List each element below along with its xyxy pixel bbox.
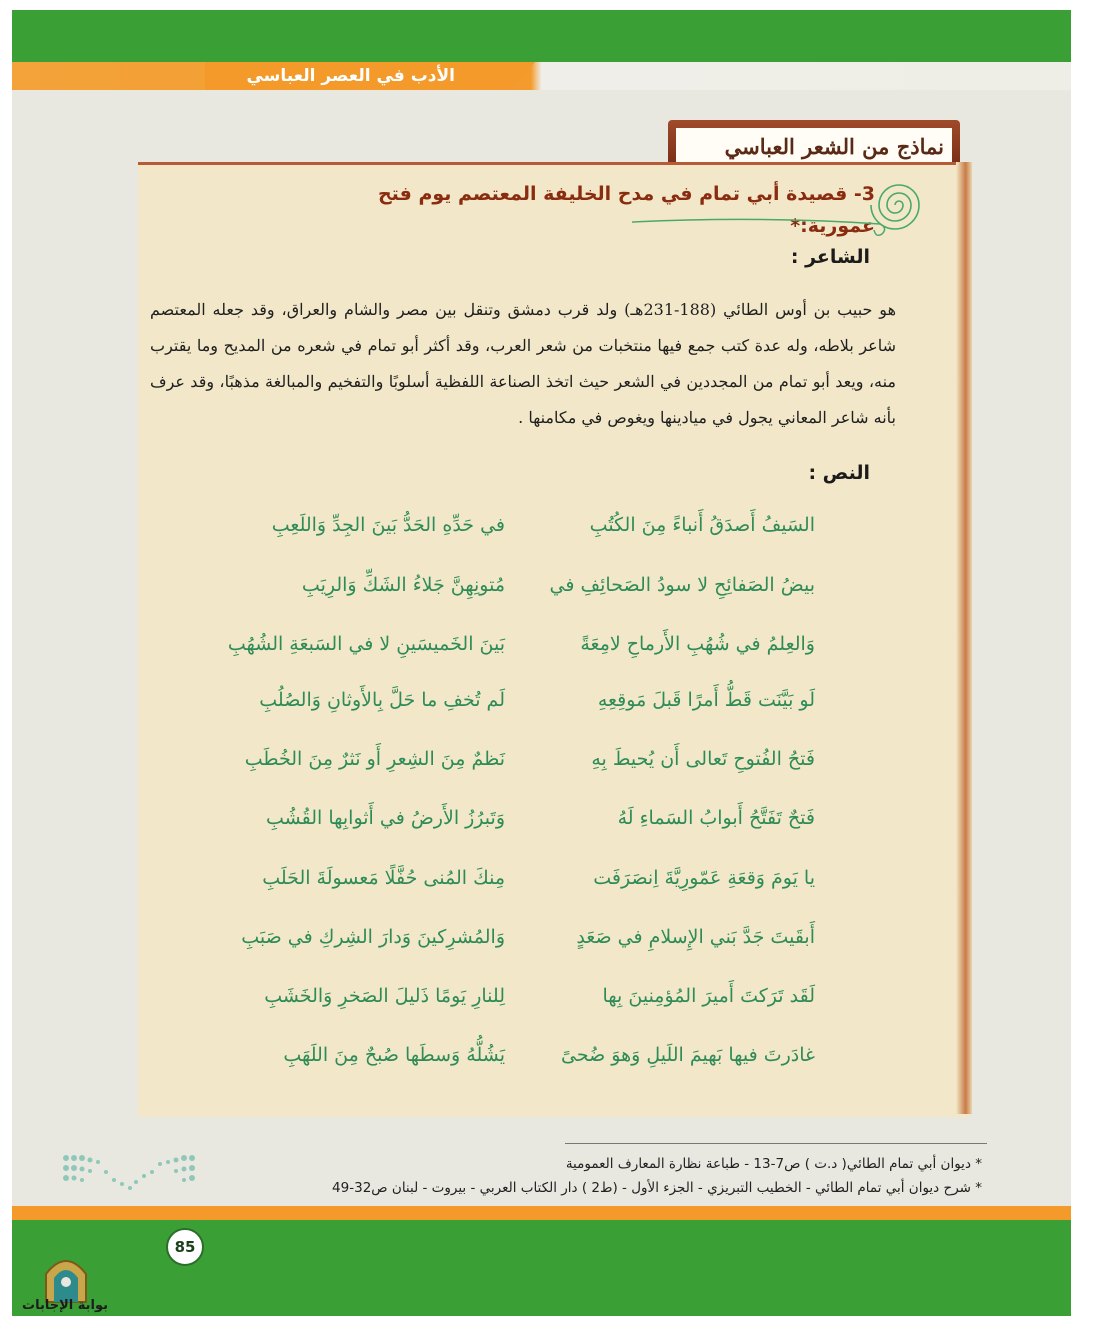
verse-second-half: في حَدِّهِ الحَدُّ بَينَ الجِدِّ وَاللَعِبِ bbox=[271, 514, 505, 536]
verse-first-half: أَبقَيتَ جَدَّ بَني الإِسلامِ في صَعَدٍ bbox=[576, 926, 815, 948]
verse-first-half: بيضُ الصَفائِحِ لا سودُ الصَحائِفِ في bbox=[549, 574, 815, 596]
section-title: نماذج من الشعر العباسي bbox=[724, 134, 944, 159]
verse-second-half: يَشُلُّهُ وَسطَها صُبحٌ مِنَ اللَهَبِ bbox=[283, 1044, 505, 1066]
page-number: 85 bbox=[174, 1238, 196, 1256]
header-band bbox=[12, 62, 1071, 90]
ministry-dots-logo-icon bbox=[60, 1150, 200, 1200]
text-heading: النص : bbox=[808, 462, 870, 484]
watermark-text: بوابة الإجابات bbox=[22, 1298, 108, 1313]
verse-first-half: السَيفُ أَصدَقُ أَنباءً مِنَ الكُتُبِ bbox=[589, 514, 815, 536]
panel-scroll-edge bbox=[956, 162, 972, 1114]
verse-second-half: مِنكَ المُنى حُفَّلًا مَعسولَةَ الحَلَبِ bbox=[262, 867, 505, 889]
verse-first-half: غادَرتَ فيها بَهيمَ اللَيلِ وَهوَ ضُحىً bbox=[561, 1044, 815, 1066]
verse-second-half: نَظمٌ مِنَ الشِعرِ أَو نَثرٌ مِنَ الخُطَبِ bbox=[244, 748, 505, 770]
verse-first-half: فَتحٌ تَفَتَّحُ أَبوابُ السَماءِ لَهُ bbox=[617, 807, 815, 829]
verse-first-half: لَقَد تَرَكتَ أَميرَ المُؤمِنينَ بِها bbox=[602, 985, 815, 1007]
verse-second-half: لَم تُخفِ ما حَلَّ بِالأَوثانِ وَالصُلُبِ bbox=[259, 689, 505, 711]
poem-title: 3- قصيدة أبي تمام في مدح الخليفة المعتصم يوم فتح عمورية:* bbox=[377, 183, 875, 237]
bottom-orange-bar bbox=[12, 1206, 1071, 1220]
verse-second-half: لِلنارِ يَومًا ذَليلَ الصَخرِ وَالخَشَبِ bbox=[264, 985, 505, 1007]
verse-first-half: لَو بَيَّنَت قَطُّ أَمرًا قَبلَ مَوقِعِهِ bbox=[597, 689, 815, 711]
title-underline-ornament bbox=[630, 214, 890, 238]
verse-second-half: وَتَبرُزُ الأَرضُ في أَثوابِها القُشُبِ bbox=[266, 807, 505, 829]
verse-first-half: وَالعِلمُ في شُهُبِ الأَرماحِ لامِعَةً bbox=[580, 633, 815, 655]
verse-first-half: يا يَومَ وَقعَةِ عَمّورِيَّةَ اِنصَرَفَت bbox=[593, 867, 815, 889]
watermark-logo-icon bbox=[38, 1252, 94, 1304]
footnote: * ديوان أبي تمام الطائي( د.ت ) ص7-13 - طباعة نظارة المعارف العمومية bbox=[565, 1156, 982, 1172]
verse-second-half: بَينَ الخَميسَينِ لا في السَبعَةِ الشُهُبِ bbox=[227, 633, 505, 655]
verse-first-half: فَتحُ الفُتوحِ تَعالى أَن يُحيطَ بِهِ bbox=[591, 748, 815, 770]
top-green-bar bbox=[12, 10, 1071, 62]
poet-heading: الشاعر : bbox=[790, 246, 870, 268]
verse-second-half: مُتونِهِنَّ جَلاءُ الشَكِّ وَالرِيَبِ bbox=[301, 574, 505, 596]
poet-biography: هو حبيب بن أوس الطائي (188-231هـ) ولد قرب دمشق وتنقل بين مصر والشام والعراق، وقد جعله المعتصم شاعر بلاطه، وله عدة كتب جمع فيها منتخبات من شعر العرب، وقد أكثر أبو تمام في شعره من المديح وما يقترب منه، ويعد أبو تمام من المجددين في الشعر حيث اتخذ الصناعة اللفظية أسلوبًا والتفخيم والمبالغة مذهبًا، وقد عرف بأنه شاعر المعاني يجول في ميادينها ويغوص في مكامنها . bbox=[150, 300, 897, 427]
footnote: * شرح ديوان أبي تمام الطائي - الخطيب التبريزي - الجزء الأول - (ط2 ) دار الكتاب العربي - بيروت - لبنان ص32-49 bbox=[332, 1180, 982, 1196]
verse-second-half: وَالمُشرِكينَ وَدارَ الشِركِ في صَبَبِ bbox=[241, 926, 505, 948]
chapter-title: الأدب في العصر العباسي bbox=[246, 66, 455, 86]
footnote-divider bbox=[565, 1143, 987, 1144]
